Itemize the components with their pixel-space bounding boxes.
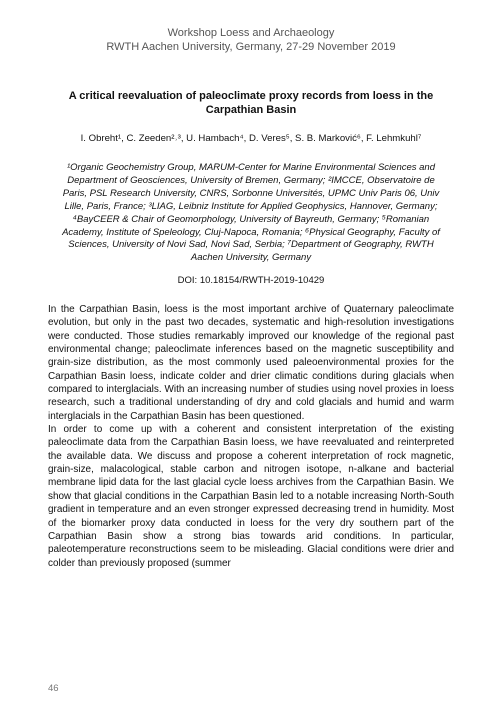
paragraph: In the Carpathian Basin, loess is the most important archive of Quaternary paleoclimate evolution, but only in the past two decades, systematic and high-resolution investigations were conducted. Those studies remarkably improved our knowledge of the regional past environmental change; paleoclimate inferences based on the magnetic susceptibility and grain-size distribution, as the most commonly used paleoenvironmental proxies for the Carpathian Basin loess, indicate colder and drier climatic conditions during glacials when compared to interglacials. With an increasing number of studies using novel proxies in loess research, such a traditional understanding of dry and cold glacials and humid and warm interglacials in the Carpathian Basin has been questioned.	[48, 304, 454, 422]
running-header-workshop: Workshop Loess and Archaeology	[167, 27, 335, 39]
doi-line: DOI: 10.18154/RWTH-2019-10429	[177, 275, 325, 286]
author-list: I. Obreht¹, C. Zeeden²˒³, U. Hambach⁴, D. Veres⁵, S. B. Marković⁶, F. Lehmkuhl⁷	[80, 133, 422, 144]
running-header-venue: RWTH Aachen University, Germany, 27-29 November 2019	[106, 41, 396, 53]
affiliations: ¹Organic Geochemistry Group, MARUM-Center for Marine Environmental Sciences and Department of Geosciences, University of Bremen, Germany; ²IMCCE, Observatoire de Paris, PSL Research University, CNRS, Sorbonne Universités, UPMC Univ Paris 06, Univ Lille, Paris, France; ³LIAG, Leibniz Institute for Applied Geophysics, Hannover, Germany; ⁴BayCEER & Chair of Geomorphology, University of Bayreuth, Germany; ⁵Romanian Academy, Institute of Speleology, Cluj-Napoca, Romania; ⁶Physical Geography, Faculty of Sciences, University of Novi Sad, Novi Sad, Serbia; ⁷Department of Geography, RWTH Aachen University, Germany	[62, 162, 440, 264]
page-number: 46	[48, 683, 59, 694]
paragraph: In order to come up with a coherent and consistent interpretation of the existing paleoclimate data from the Carpathian Basin loess, we have reevaluated and reinterpreted the available data. We discuss and propose a coherent interpretation of rock magnetic, grain-size, malacological, stable carbon and nitrogen isotope, n-alkane and bacterial membrane lipid data for the last glacial cycle loess archives from the Carpathian Basin. We show that glacial conditions in the Carpathian Basin led to a notable increasing North-South gradient in temperature and an even stronger expressed decreasing trend in humidity. Most of the biomarker proxy data conducted in loess for the very dry southern part of the Carpathian Basin show a strong bias towards arid conditions. In particular, paleotemperature reconstructions seem to be misleading. Glacial conditions were drier and colder than previously proposed (summer	[48, 424, 454, 569]
paper-title: A critical reevaluation of paleoclimate proxy records from loess in the Carpathian Basin	[68, 90, 434, 116]
abstract-body	[48, 303, 454, 570]
